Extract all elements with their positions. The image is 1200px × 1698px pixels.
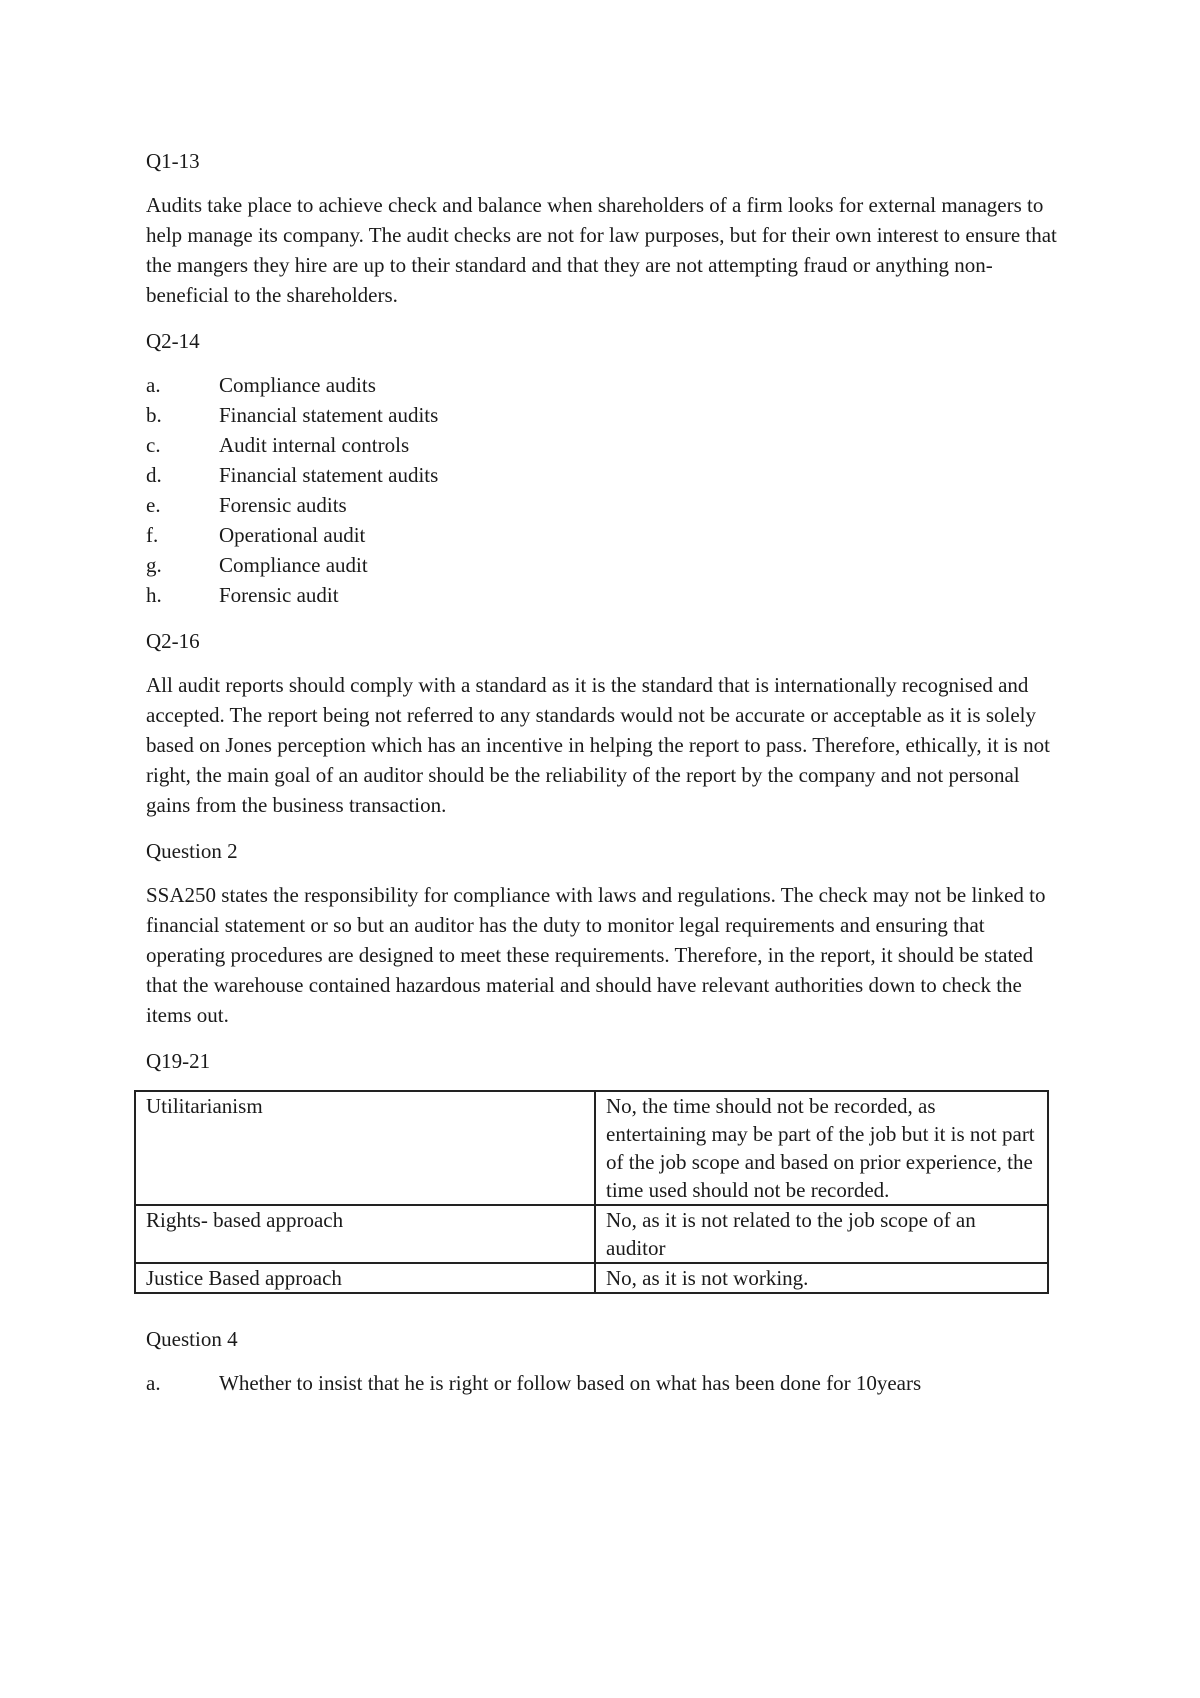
list-item-text: Forensic audits <box>219 493 347 517</box>
list-item-text: Compliance audit <box>219 553 368 577</box>
paragraph-q2-16: All audit reports should comply with a standard as it is the standard that is internationally recognised and accepted. The report being not referred to any standards would not be accurate or acceptable as it is solely based on Jones perception which has an incentive in helping the report to pass. Therefore, ethically, it is not right, the main goal of an auditor should be the reliability of the report by the company and not personal gains from the business transaction. <box>146 673 1050 817</box>
list-item <box>146 580 1066 610</box>
list-item <box>146 460 1066 490</box>
list-item-text: Audit internal controls <box>219 433 410 457</box>
list-marker: d. <box>146 463 162 487</box>
paragraph-q1-13: Audits take place to achieve check and balance when shareholders of a firm looks for external managers to help manage its company. The audit checks are not for law purposes, but for their own interest to ensure that the mangers they hire are up to their standard and that they are not attempting fraud or anything non-beneficial to the shareholders. <box>146 193 1057 307</box>
list-marker: c. <box>146 433 161 457</box>
list-item-text: Operational audit <box>219 523 366 547</box>
list-item-text: Financial statement audits <box>219 403 439 427</box>
table-row <box>135 1091 1048 1205</box>
list-item <box>146 490 1066 520</box>
list-marker: g. <box>146 553 162 577</box>
table-cell-answer: No, as it is not related to the job scope of an auditor <box>595 1205 1048 1263</box>
list-item-text: Compliance audits <box>219 373 376 397</box>
table-row <box>135 1263 1048 1293</box>
list-item <box>146 520 1066 550</box>
list-item <box>146 400 1066 430</box>
paragraph-question-2: SSA250 states the responsibility for compliance with laws and regulations. The check may not be linked to financial statement or so but an auditor has the duty to monitor legal requirements and ensuring that operating procedures are designed to meet these requirements. Therefore, in the report, it should be stated that the warehouse contained hazardous material and should have relevant authorities down to check the items out. <box>146 883 1046 1027</box>
list-item-text: Forensic audit <box>219 583 339 607</box>
table-cell-answer: No, the time should not be recorded, as entertaining may be part of the job but it is not part of the job scope and based on prior experience, the time used should not be recorded. <box>595 1091 1048 1205</box>
table-row <box>135 1205 1048 1263</box>
table-cell-approach: Rights- based approach <box>135 1205 595 1263</box>
list-q2-14 <box>146 370 1066 610</box>
table-cell-answer: No, as it is not working. <box>595 1263 1048 1293</box>
heading-q2-16: Q2-16 <box>146 629 200 653</box>
heading-q1-13: Q1-13 <box>146 149 200 173</box>
list-item <box>146 1368 1066 1398</box>
list-marker: b. <box>146 403 162 427</box>
list-item <box>146 550 1066 580</box>
list-item-text: Whether to insist that he is right or follow based on what has been done for 10years <box>219 1371 922 1395</box>
heading-question-4: Question 4 <box>146 1327 238 1351</box>
list-marker: a. <box>146 373 161 397</box>
table-cell-approach: Justice Based approach <box>135 1263 595 1293</box>
list-marker: a. <box>146 1371 161 1395</box>
heading-question-2: Question 2 <box>146 839 238 863</box>
list-question-4 <box>146 1368 1066 1398</box>
heading-q2-14: Q2-14 <box>146 329 200 353</box>
list-marker: f. <box>146 523 159 547</box>
list-item <box>146 370 1066 400</box>
ethics-table <box>134 1090 1049 1294</box>
list-marker: e. <box>146 493 161 517</box>
list-marker: h. <box>146 583 162 607</box>
list-item-text: Financial statement audits <box>219 463 439 487</box>
list-item <box>146 430 1066 460</box>
document-content <box>146 146 1066 1414</box>
heading-q19-21: Q19-21 <box>146 1049 211 1073</box>
table-cell-approach: Utilitarianism <box>135 1091 595 1205</box>
